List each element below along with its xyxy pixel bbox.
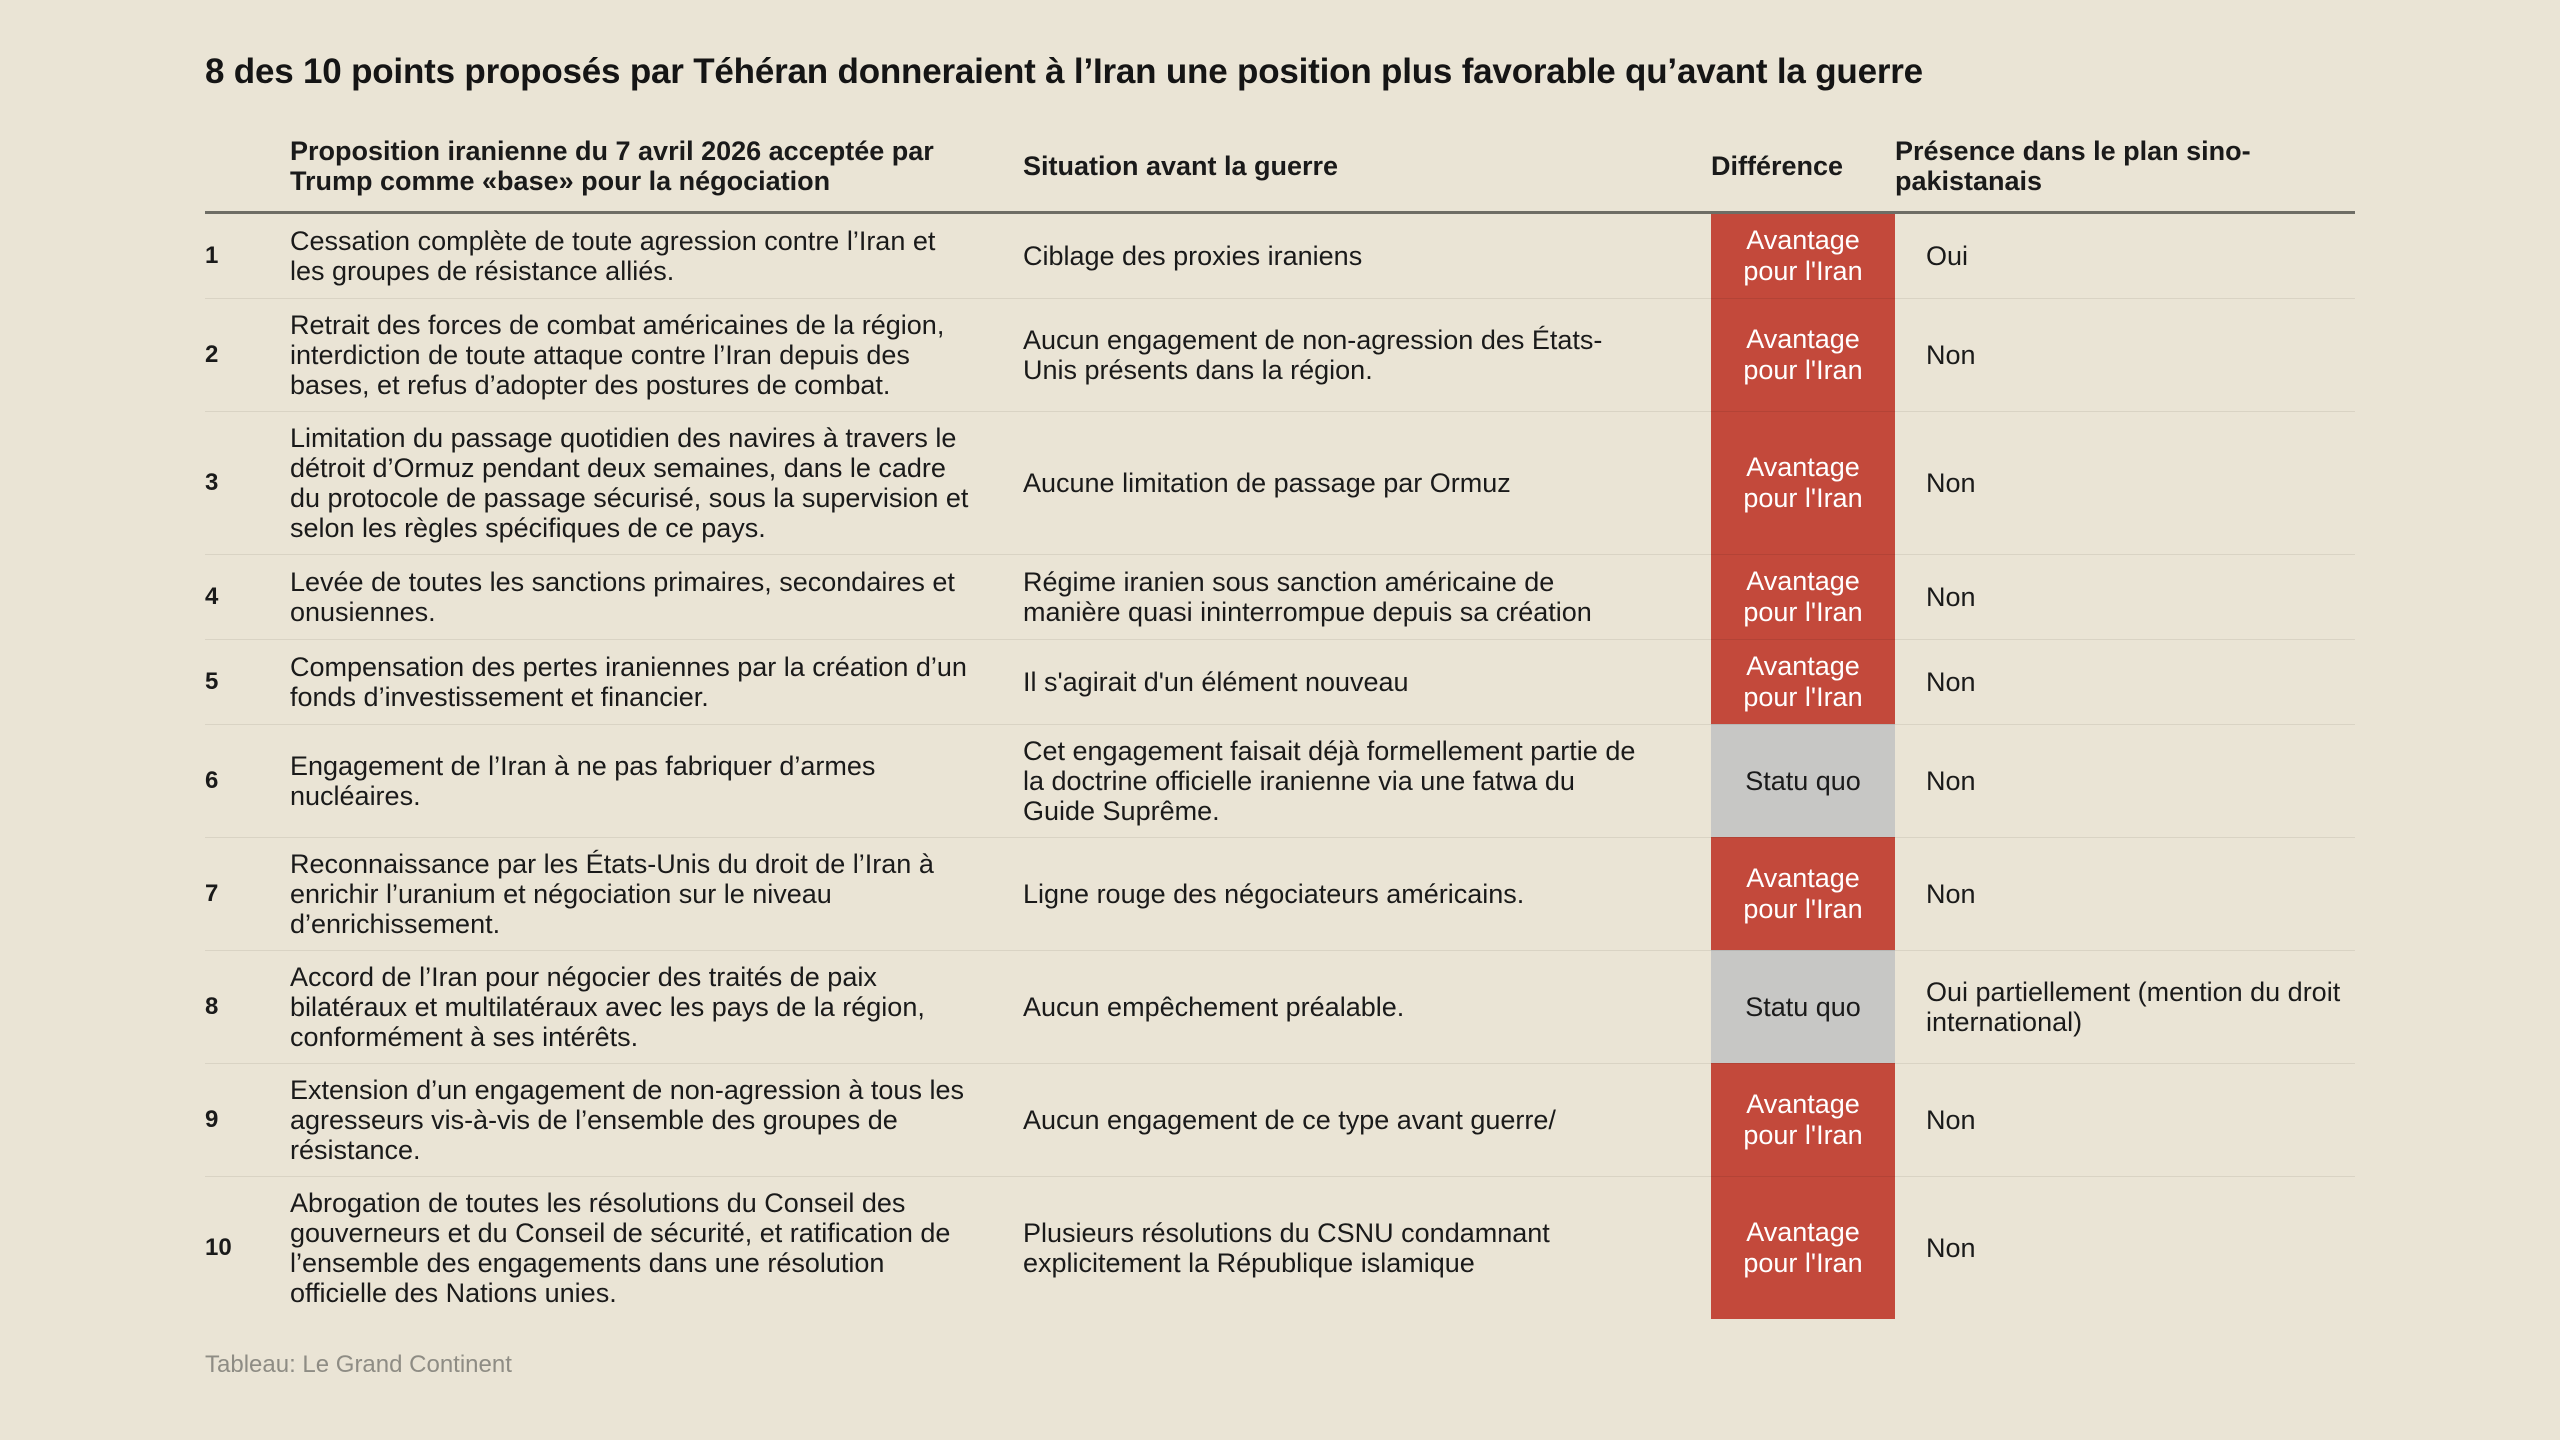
header-presence: Présence dans le plan sino-pakistanais <box>1895 136 2251 196</box>
row-number: 4 <box>205 554 290 639</box>
difference-badge: Statu quo <box>1711 950 1895 1063</box>
row-number: 10 <box>205 1176 290 1319</box>
difference-badge: Avantage pour l'Iran <box>1711 411 1895 554</box>
table-header-row <box>205 136 2355 214</box>
comparison-table <box>205 136 2355 1319</box>
presence-cell: Non <box>1895 639 2355 724</box>
proposition-cell: Abrogation de toutes les résolutions du Conseil des gouverneurs et du Conseil de sécurité, et ratification de l’ensemble des engagements dans une résolution officielle des Nations unies. <box>290 1176 1023 1319</box>
table-row <box>205 837 2355 950</box>
table-row <box>205 298 2355 411</box>
presence-cell: Non <box>1895 554 2355 639</box>
situation-cell: Ligne rouge des négociateurs américains. <box>1023 837 1711 950</box>
proposition-cell: Extension d’un engagement de non-agression à tous les agresseurs vis-à-vis de l’ensemble des groupes de résistance. <box>290 1063 1023 1176</box>
chart-title: 8 des 10 points proposés par Téhéran donneraient à l’Iran une position plus favorable qu’avant la guerre <box>205 52 1923 91</box>
proposition-cell: Engagement de l’Iran à ne pas fabriquer d’armes nucléaires. <box>290 724 1023 837</box>
row-number: 9 <box>205 1063 290 1176</box>
situation-cell: Ciblage des proxies iraniens <box>1023 241 1363 271</box>
proposition-cell: Reconnaissance par les États-Unis du droit de l’Iran à enrichir l’uranium et négociation sur le niveau d’enrichissement. <box>290 837 1023 950</box>
proposition-cell: Cessation complète de toute agression contre l’Iran et les groupes de résistance alliés. <box>290 226 936 286</box>
header-situation: Situation avant la guerre <box>1023 151 1339 181</box>
header-proposition: Proposition iranienne du 7 avril 2026 acceptée par Trump comme «base» pour la négociation <box>290 136 934 196</box>
difference-badge: Avantage pour l'Iran <box>1711 1063 1895 1176</box>
header-number <box>205 136 290 196</box>
difference-badge: Statu quo <box>1711 724 1895 837</box>
proposition-cell: Compensation des pertes iraniennes par la création d’un fonds d’investissement et financier. <box>290 639 1023 724</box>
presence-cell: Non <box>1895 411 2355 554</box>
situation-cell: Il s'agirait d'un élément nouveau <box>1023 639 1711 724</box>
presence-cell: Non <box>1895 837 2355 950</box>
row-number: 5 <box>205 639 290 724</box>
table-row <box>205 724 2355 837</box>
situation-cell: Aucun engagement de ce type avant guerre/ <box>1023 1063 1711 1176</box>
presence-cell: Non <box>1895 1063 2355 1176</box>
row-number: 1 <box>205 242 219 269</box>
difference-badge: Avantage pour l'Iran <box>1711 1176 1895 1319</box>
situation-cell: Régime iranien sous sanction américaine de manière quasi ininterrompue depuis sa création <box>1023 554 1711 639</box>
table-source: Tableau: Le Grand Continent <box>205 1351 512 1378</box>
difference-badge: Avantage pour l'Iran <box>1711 214 1895 298</box>
table-row <box>205 639 2355 724</box>
presence-cell: Non <box>1895 298 2355 411</box>
situation-cell: Aucun empêchement préalable. <box>1023 950 1711 1063</box>
proposition-cell: Levée de toutes les sanctions primaires, secondaires et onusiennes. <box>290 554 1023 639</box>
table-row <box>205 950 2355 1063</box>
table-row <box>205 1176 2355 1319</box>
row-number: 3 <box>205 411 290 554</box>
proposition-cell: Accord de l’Iran pour négocier des traités de paix bilatéraux et multilatéraux avec les pays de la région, conformément à ses intérêts. <box>290 950 1023 1063</box>
table-row <box>205 214 2355 298</box>
proposition-cell: Retrait des forces de combat américaines de la région, interdiction de toute attaque contre l’Iran depuis des bases, et refus d’adopter des postures de combat. <box>290 298 1023 411</box>
situation-cell: Aucune limitation de passage par Ormuz <box>1023 411 1711 554</box>
row-number: 8 <box>205 950 290 1063</box>
row-number: 6 <box>205 724 290 837</box>
difference-badge: Avantage pour l'Iran <box>1711 554 1895 639</box>
situation-cell: Cet engagement faisait déjà formellement partie de la doctrine officielle iranienne via une fatwa du Guide Suprême. <box>1023 724 1711 837</box>
difference-badge: Avantage pour l'Iran <box>1711 298 1895 411</box>
table-row <box>205 554 2355 639</box>
presence-cell: Non <box>1895 1176 2355 1319</box>
situation-cell: Aucun engagement de non-agression des États-Unis présents dans la région. <box>1023 298 1711 411</box>
proposition-cell: Limitation du passage quotidien des navires à travers le détroit d’Ormuz pendant deux semaines, dans le cadre du protocole de passage sécurisé, sous la supervision et selon les règles spécifiques de ce pays. <box>290 411 1023 554</box>
table-row <box>205 411 2355 554</box>
presence-cell: Oui <box>1926 241 1969 271</box>
header-difference: Différence <box>1711 151 1844 181</box>
presence-cell: Oui partiellement (mention du droit international) <box>1895 950 2355 1063</box>
table-row <box>205 1063 2355 1176</box>
presence-cell: Non <box>1895 724 2355 837</box>
row-number: 7 <box>205 837 290 950</box>
situation-cell: Plusieurs résolutions du CSNU condamnant explicitement la République islamique <box>1023 1176 1711 1319</box>
row-number: 2 <box>205 298 290 411</box>
difference-badge: Avantage pour l'Iran <box>1711 837 1895 950</box>
table-body <box>205 214 2355 1319</box>
difference-badge: Avantage pour l'Iran <box>1711 639 1895 724</box>
